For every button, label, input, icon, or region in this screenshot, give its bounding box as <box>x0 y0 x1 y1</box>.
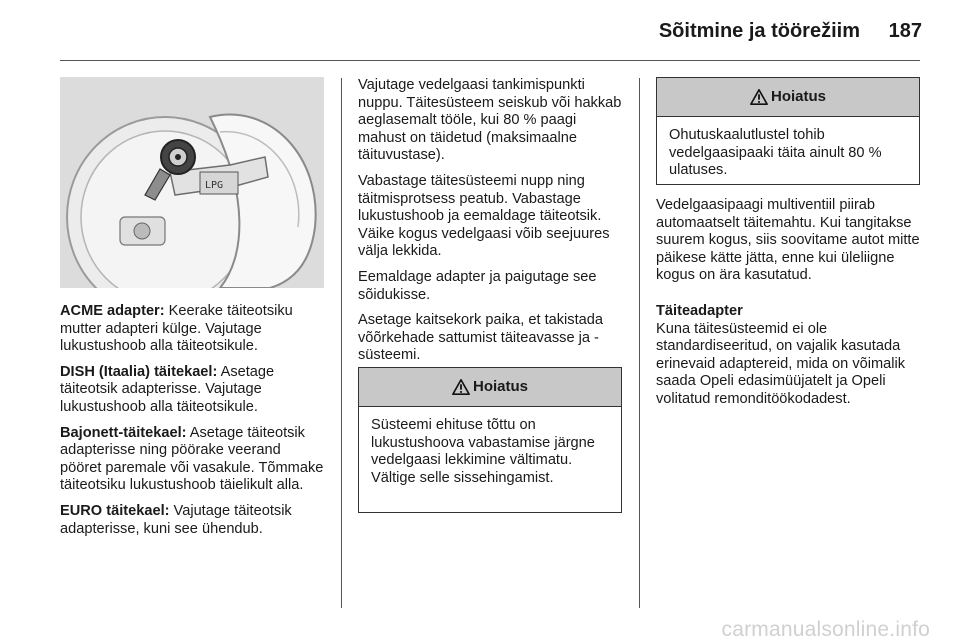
paragraph: Vajutage vedelgaasi tankimispunkti nuppu. Täitesüsteem seiskub või hakkab aeglasemalt tööle, kui 80 % paagi mahust on täidetud (maksimaalne täituvustase). <box>358 77 622 164</box>
warning-text: Süsteemi ehituse tõttu on lukustushoova vabastamise järgne vedelgaasi lekkimine vältimatu. Vältige selle sissehingamist. <box>371 417 595 486</box>
paragraph: Asetage kaitsekork paika, et takistada võõrkehade sattumist täiteavasse ja -süsteemi. <box>358 312 603 364</box>
page-number: 187 <box>888 20 922 42</box>
term: DISH (Itaalia) täitekael: <box>60 363 218 380</box>
section-title: Sõitmine ja töörežiim <box>658 20 860 42</box>
paragraph-text: Vajutage täiteotsik adapterisse, kuni see ühendub. <box>60 502 292 537</box>
warning-triangle-icon <box>750 88 768 106</box>
term: EURO täitekael: <box>60 502 170 519</box>
warning-header <box>359 368 621 407</box>
warning-title: Hoiatus <box>472 378 528 395</box>
svg-text:LPG: LPG <box>205 180 224 191</box>
paragraph <box>60 364 326 417</box>
warning-title: Hoiatus <box>770 88 826 105</box>
paragraph <box>60 303 326 356</box>
paragraph <box>60 503 326 538</box>
sub-heading: Täiteadapter <box>656 302 743 319</box>
paragraph-text: Asetage täiteotsik adapterisse ning pöörake veerand pööret paremale või vasakule. Tõmmake täiteotsiku lukustushoob täielikult alla. <box>60 424 324 494</box>
term: Bajonett-täitekael: <box>60 424 187 441</box>
fuel-filler-illustration <box>60 77 324 288</box>
warning-box <box>656 77 920 185</box>
watermark: carmanualsonline.info <box>721 618 930 641</box>
paragraph: Vedelgaasipaagi multiventiil piirab automaatselt täitemahtu. Kui tangitakse suurem kogus, siis soovitame autot mitte päikese kätte jätta, enne kui üleliigne kogus on ära kasutatud. <box>656 197 920 284</box>
column-divider <box>639 78 640 608</box>
paragraph: Vabastage täitesüsteemi nupp ning täitmisprotsess peatub. Vabastage lukustushoob ja eemaldage täiteotsik. Väike kogus vedelgaasi võib seejuures välja lekkida. <box>358 172 610 260</box>
column-divider <box>341 78 342 608</box>
warning-header <box>657 78 919 117</box>
header-rule <box>60 60 920 61</box>
column-1 <box>60 303 326 546</box>
column-3 <box>656 197 922 417</box>
warning-triangle-icon <box>452 378 470 396</box>
term: ACME adapter: <box>60 303 165 319</box>
warning-box <box>358 367 622 513</box>
paragraph <box>60 425 326 495</box>
paragraph-text: Keerake täiteotsiku mutter adapteri külge. Vajutage lukustushoob alla täiteotsikule. <box>60 303 293 355</box>
paragraph: Kuna täitesüsteemid ei ole standardiseeritud, on vajalik kasutada erinevaid adaptereid, mida on võimalik saada Opeli edasimüüjatelt ja Opeli volitatud remonditöökodadest. <box>656 320 906 407</box>
paragraph: Eemaldage adapter ja paigutage see sõidukisse. <box>358 268 597 303</box>
warning-text: Ohutuskaalutlustel tohib vedelgaasipaaki täita ainult 80 % ulatuses. <box>669 127 882 179</box>
paragraph-text: Asetage täiteotsik adapterisse. Vajutage lukustushoob alla täiteotsikule. <box>60 363 275 415</box>
column-2 <box>358 77 626 373</box>
